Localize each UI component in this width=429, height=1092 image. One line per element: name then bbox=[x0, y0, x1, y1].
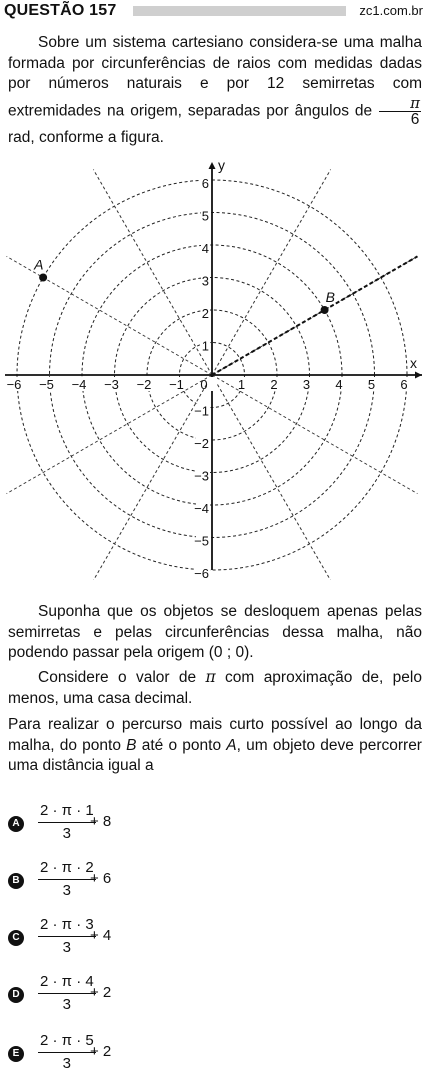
x-tick-label: 6 bbox=[400, 377, 408, 392]
paragraph-3 bbox=[8, 715, 422, 777]
x-tick-label: −4 bbox=[71, 377, 87, 392]
angle-denominator: 6 bbox=[410, 110, 420, 128]
paragraph-2 bbox=[8, 667, 422, 709]
question-header bbox=[0, 0, 429, 22]
y-tick-label: 3 bbox=[201, 273, 209, 289]
x-tick-label: −3 bbox=[104, 377, 119, 392]
x-axis-arrow bbox=[415, 372, 422, 379]
y-tick-label: −5 bbox=[194, 533, 209, 549]
point-label-a: A bbox=[34, 256, 44, 273]
angle-fraction bbox=[379, 95, 421, 128]
option-tail: + 4 bbox=[90, 927, 112, 944]
option-tail: + 2 bbox=[90, 1043, 112, 1060]
p2-pi: π bbox=[205, 668, 216, 686]
x-tick-label: 1 bbox=[237, 377, 246, 392]
option-fraction bbox=[38, 800, 96, 845]
option-fraction bbox=[38, 857, 96, 902]
option-numerator: 2 · π · 4 bbox=[38, 971, 96, 994]
option-letter: E bbox=[8, 1046, 24, 1062]
intro-text-before: Sobre um sistema cartesiano considera-se uma malha formada por circunferências de raios com medidas dadas por números naturais e por 12 semirretas com extremidades na origem, separadas por ângulos de bbox=[8, 34, 422, 120]
site-name: zc1.com.br bbox=[359, 3, 423, 18]
x-tick-label: 3 bbox=[302, 377, 311, 392]
axis-ticks bbox=[7, 176, 412, 580]
option-denominator: 3 bbox=[62, 939, 72, 956]
x-tick-label: −5 bbox=[39, 377, 54, 392]
option-numerator: 2 · π · 2 bbox=[38, 857, 96, 880]
y-tick-label: −2 bbox=[194, 436, 209, 451]
highlighted-ray-b bbox=[212, 256, 417, 375]
y-axis-arrow bbox=[209, 162, 216, 169]
option-numerator: 2 · π · 3 bbox=[38, 914, 96, 937]
y-tick-label: 2 bbox=[201, 306, 209, 321]
y-tick-label: −3 bbox=[194, 468, 209, 484]
option-tail: + 6 bbox=[90, 870, 112, 887]
option-letter: B bbox=[8, 873, 24, 889]
option-d[interactable] bbox=[8, 971, 208, 1021]
intro-text-after: rad, conforme a figura. bbox=[8, 128, 164, 146]
axes bbox=[5, 160, 422, 570]
option-letter: A bbox=[8, 816, 24, 832]
p2-after: com aproximação de, pelo menos, uma casa decimal. bbox=[8, 669, 422, 707]
option-fraction bbox=[38, 1030, 96, 1075]
x-tick-label: 2 bbox=[270, 377, 278, 392]
grid-ray-60deg bbox=[212, 170, 331, 375]
p3-after: , um objeto deve percorrer uma distância igual a bbox=[8, 736, 422, 774]
grid-ray-300deg bbox=[212, 375, 331, 580]
points bbox=[33, 257, 335, 315]
option-b[interactable] bbox=[8, 857, 208, 907]
paragraph-1: Suponha que os objetos se desloquem apenas pelas semirretas e pelas circunferências dessa malha, não podendo passar pela origem (0 ; 0). bbox=[8, 603, 422, 661]
y-axis-label: y bbox=[218, 160, 225, 173]
x-tick-label: −6 bbox=[6, 377, 22, 392]
point-a bbox=[39, 274, 47, 282]
p3-mid: até o ponto bbox=[136, 736, 227, 754]
option-letter: D bbox=[8, 987, 24, 1003]
ray-through-b bbox=[212, 256, 417, 375]
y-tick-label: −6 bbox=[194, 566, 209, 580]
y-tick-label: 6 bbox=[201, 176, 209, 191]
x-tick-label: 4 bbox=[335, 377, 343, 392]
y-tick-label: −4 bbox=[194, 501, 209, 516]
option-denominator: 3 bbox=[62, 1055, 72, 1072]
option-tail: + 2 bbox=[90, 984, 112, 1001]
option-letter: C bbox=[8, 930, 24, 946]
p2-before: Considere o valor de bbox=[38, 669, 206, 686]
option-denominator: 3 bbox=[62, 996, 72, 1013]
header-bar bbox=[133, 6, 346, 16]
y-tick-label: 5 bbox=[201, 208, 209, 224]
y-tick-label: 1 bbox=[201, 338, 209, 354]
y-tick-label: −1 bbox=[194, 403, 209, 419]
option-e[interactable] bbox=[8, 1030, 208, 1080]
x-axis-label: x bbox=[410, 355, 417, 371]
p3-point-b: B bbox=[126, 736, 137, 754]
question-title: QUESTÃO 157 bbox=[4, 2, 117, 19]
y-tick-label: 4 bbox=[201, 241, 209, 256]
x-tick-label: −2 bbox=[136, 377, 152, 392]
grid-ray-150deg bbox=[7, 256, 212, 375]
x-tick-label: −1 bbox=[169, 377, 184, 392]
option-c[interactable] bbox=[8, 914, 208, 964]
grid-ray-120deg bbox=[93, 170, 212, 375]
option-denominator: 3 bbox=[62, 882, 72, 899]
option-fraction bbox=[38, 914, 96, 959]
point-label-b: B bbox=[325, 289, 335, 305]
x-tick-bg bbox=[207, 377, 217, 391]
angle-numerator: π bbox=[379, 95, 421, 112]
x-tick-label: 0 bbox=[200, 377, 208, 392]
option-fraction bbox=[38, 971, 96, 1016]
x-tick-label: 5 bbox=[367, 377, 376, 392]
point-b bbox=[321, 306, 329, 314]
intro-paragraph bbox=[8, 33, 422, 148]
option-numerator: 2 · π · 5 bbox=[38, 1030, 96, 1053]
option-denominator: 3 bbox=[62, 825, 72, 842]
option-numerator: 2 · π · 1 bbox=[38, 800, 96, 823]
polar-grid-figure bbox=[0, 160, 429, 580]
option-a[interactable] bbox=[8, 800, 208, 850]
option-tail: + 8 bbox=[90, 813, 112, 830]
grid-ray-330deg bbox=[212, 375, 417, 494]
grid-ray-210deg bbox=[7, 375, 212, 494]
p3-point-a: A bbox=[226, 736, 237, 754]
p3-before: Para realizar o percurso mais curto possível ao longo da malha, do ponto bbox=[8, 716, 422, 754]
